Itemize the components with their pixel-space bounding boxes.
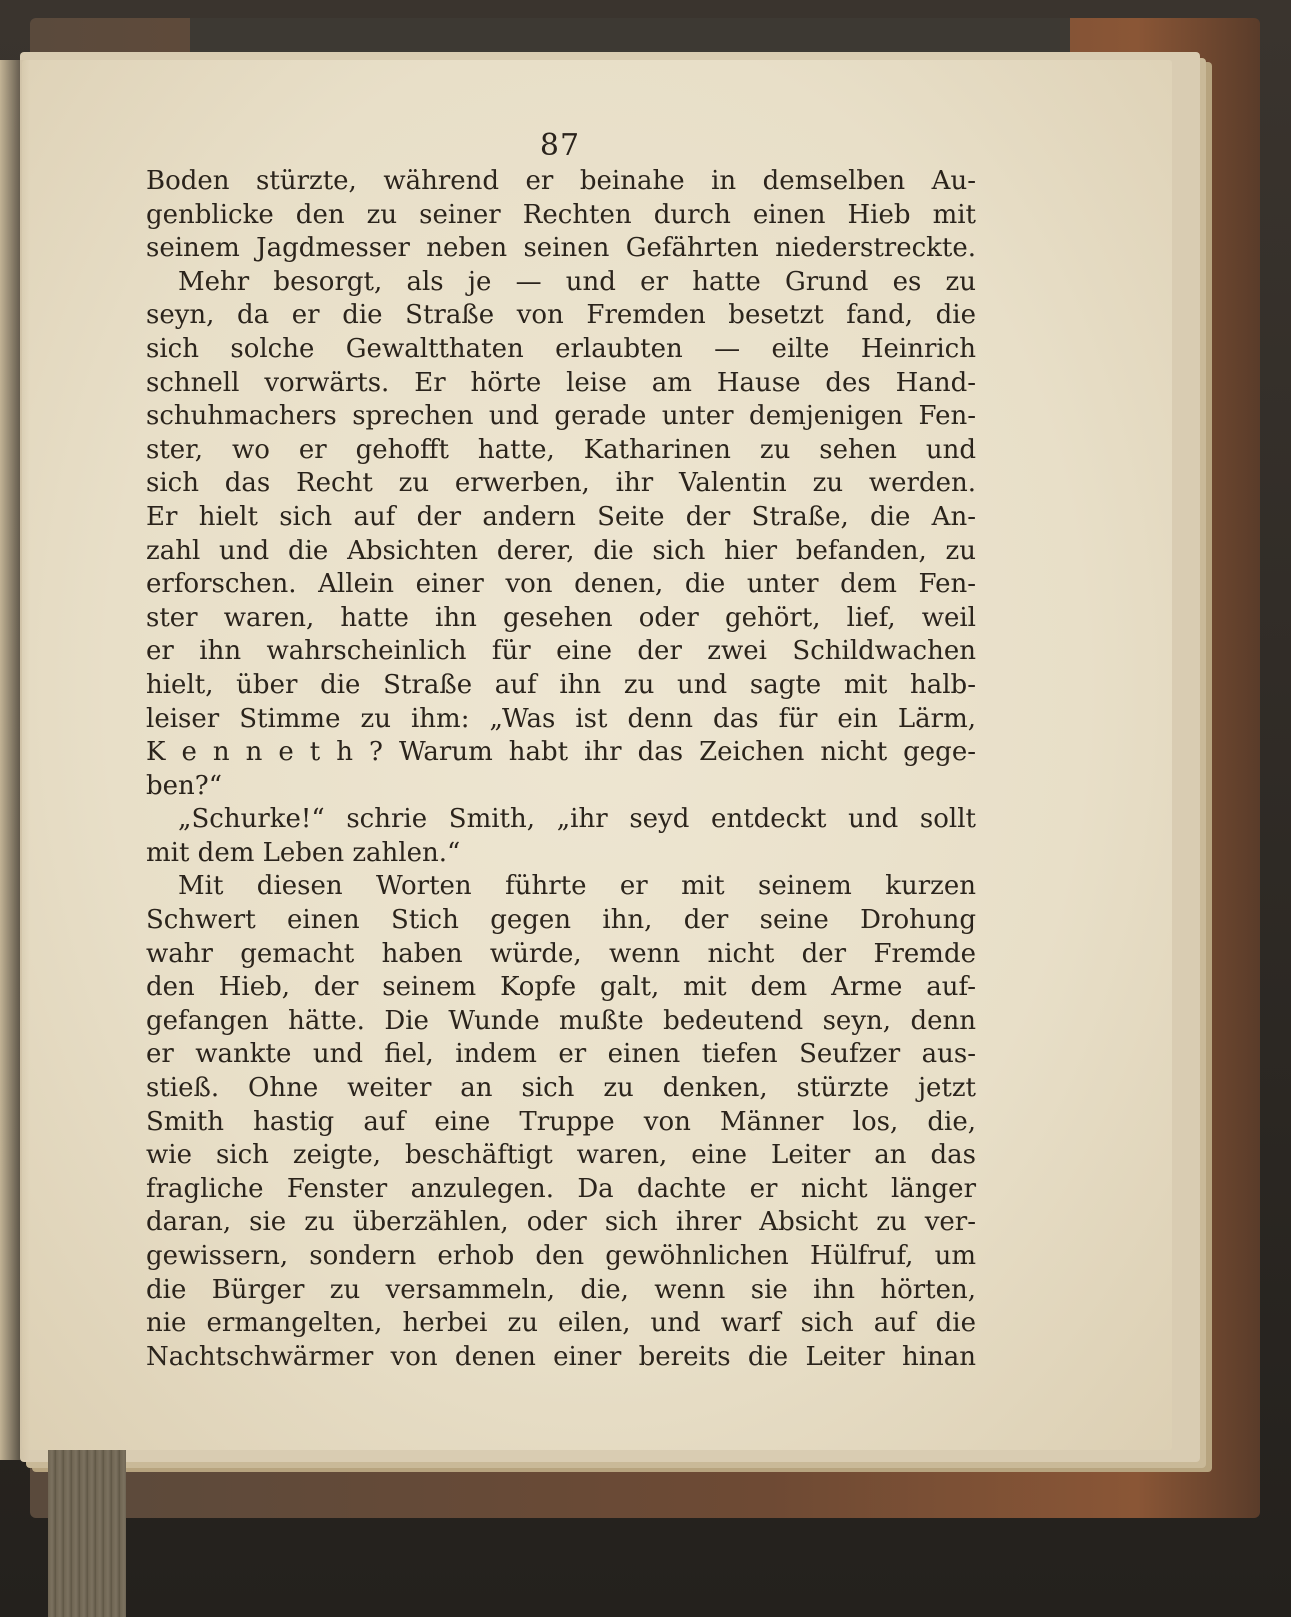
text-line: schuhmachers sprechen und gerade unter demjenigen Fen- — [146, 401, 976, 432]
text-line: ster, wo er gehofft hatte, Katharinen zu sehen und — [146, 434, 976, 465]
text-line: wie sich zeigte, beschäftigt waren, eine Leiter an das — [146, 1140, 976, 1171]
text-line: fragliche Fenster anzulegen. Da dachte er nicht länger — [146, 1173, 976, 1204]
text-line: Smith hastig auf eine Truppe von Männer los, die, — [146, 1106, 976, 1137]
text-line: genblicke den zu seiner Rechten durch einen Hieb mit — [146, 199, 976, 230]
body-text — [146, 165, 976, 1374]
text-line: leiser Stimme zu ihm: „Was ist denn das für ein Lärm, — [146, 703, 976, 734]
text-line: mit dem Leben zahlen.“ — [146, 837, 461, 868]
text-line: seinem Jagdmesser neben seinen Gefährten niederstreckte. — [146, 233, 976, 264]
text-line: wahr gemacht haben würde, wenn nicht der Fremde — [146, 938, 976, 969]
text-line: ster waren, hatte ihn gesehen oder gehört, lief, weil — [146, 602, 976, 633]
text-line: erforschen. Allein einer von denen, die unter dem Fen- — [146, 569, 976, 600]
text-line: die Bürger zu versammeln, die, wenn sie ihn hörten, — [146, 1274, 976, 1305]
text-line: hielt, über die Straße auf ihn zu und sagte mit halb- — [146, 669, 976, 700]
text-line: er ihn wahrscheinlich für eine der zwei Schildwachen — [146, 636, 976, 667]
text-line: „Schurke!“ schrie Smith, „ihr seyd entdeckt und sollt — [178, 804, 976, 835]
text-line: schnell vorwärts. Er hörte leise am Hause des Hand- — [146, 367, 976, 398]
text-line: zahl und die Absichten derer, die sich hier befanden, zu — [146, 535, 976, 566]
text-line: daran, sie zu überzählen, oder sich ihrer Absicht zu ver- — [146, 1207, 976, 1238]
text-line: nie ermangelten, herbei zu eilen, und warf sich auf die — [146, 1308, 976, 1339]
text-line: sich solche Gewaltthaten erlaubten — eilte Heinrich — [146, 333, 976, 364]
text-line: gewissern, sondern erhob den gewöhnlichen Hülfruf, um — [146, 1241, 976, 1271]
text-line: den Hieb, der seinem Kopfe galt, mit dem Arme auf- — [146, 972, 976, 1003]
gutter-shadow — [0, 60, 30, 1460]
text-line: Mehr besorgt, als je — und er hatte Grund es zu — [178, 266, 976, 297]
bookmark-ribbon — [48, 1450, 126, 1617]
text-line: stieß. Ohne weiter an sich zu denken, stürzte jetzt — [146, 1073, 976, 1104]
text-line: Nachtschwärmer von denen einer bereits die Leiter hinan — [146, 1341, 976, 1372]
text-line: er wankte und fiel, indem er einen tiefen Seufzer aus- — [146, 1039, 976, 1070]
text-line: Boden stürzte, während er beinahe in demselben Au- — [146, 166, 976, 196]
page-number: 87 — [539, 128, 581, 163]
text-line: Schwert einen Stich gegen ihn, der seine Drohung — [146, 905, 976, 936]
text-line: ben?“ — [146, 770, 223, 801]
text-line: K e n n e t h ? Warum habt ihr das Zeichen nicht gege- — [146, 737, 976, 768]
text-line: seyn, da er die Straße von Fremden besetzt fand, die — [146, 300, 976, 331]
text-line: Er hielt sich auf der andern Seite der Straße, die An- — [146, 501, 976, 532]
text-line: Mit diesen Worten führte er mit seinem kurzen — [178, 871, 976, 902]
text-line: sich das Recht zu erwerben, ihr Valentin zu werden. — [146, 468, 976, 499]
text-line: gefangen hätte. Die Wunde mußte bedeutend seyn, denn — [146, 1005, 976, 1036]
